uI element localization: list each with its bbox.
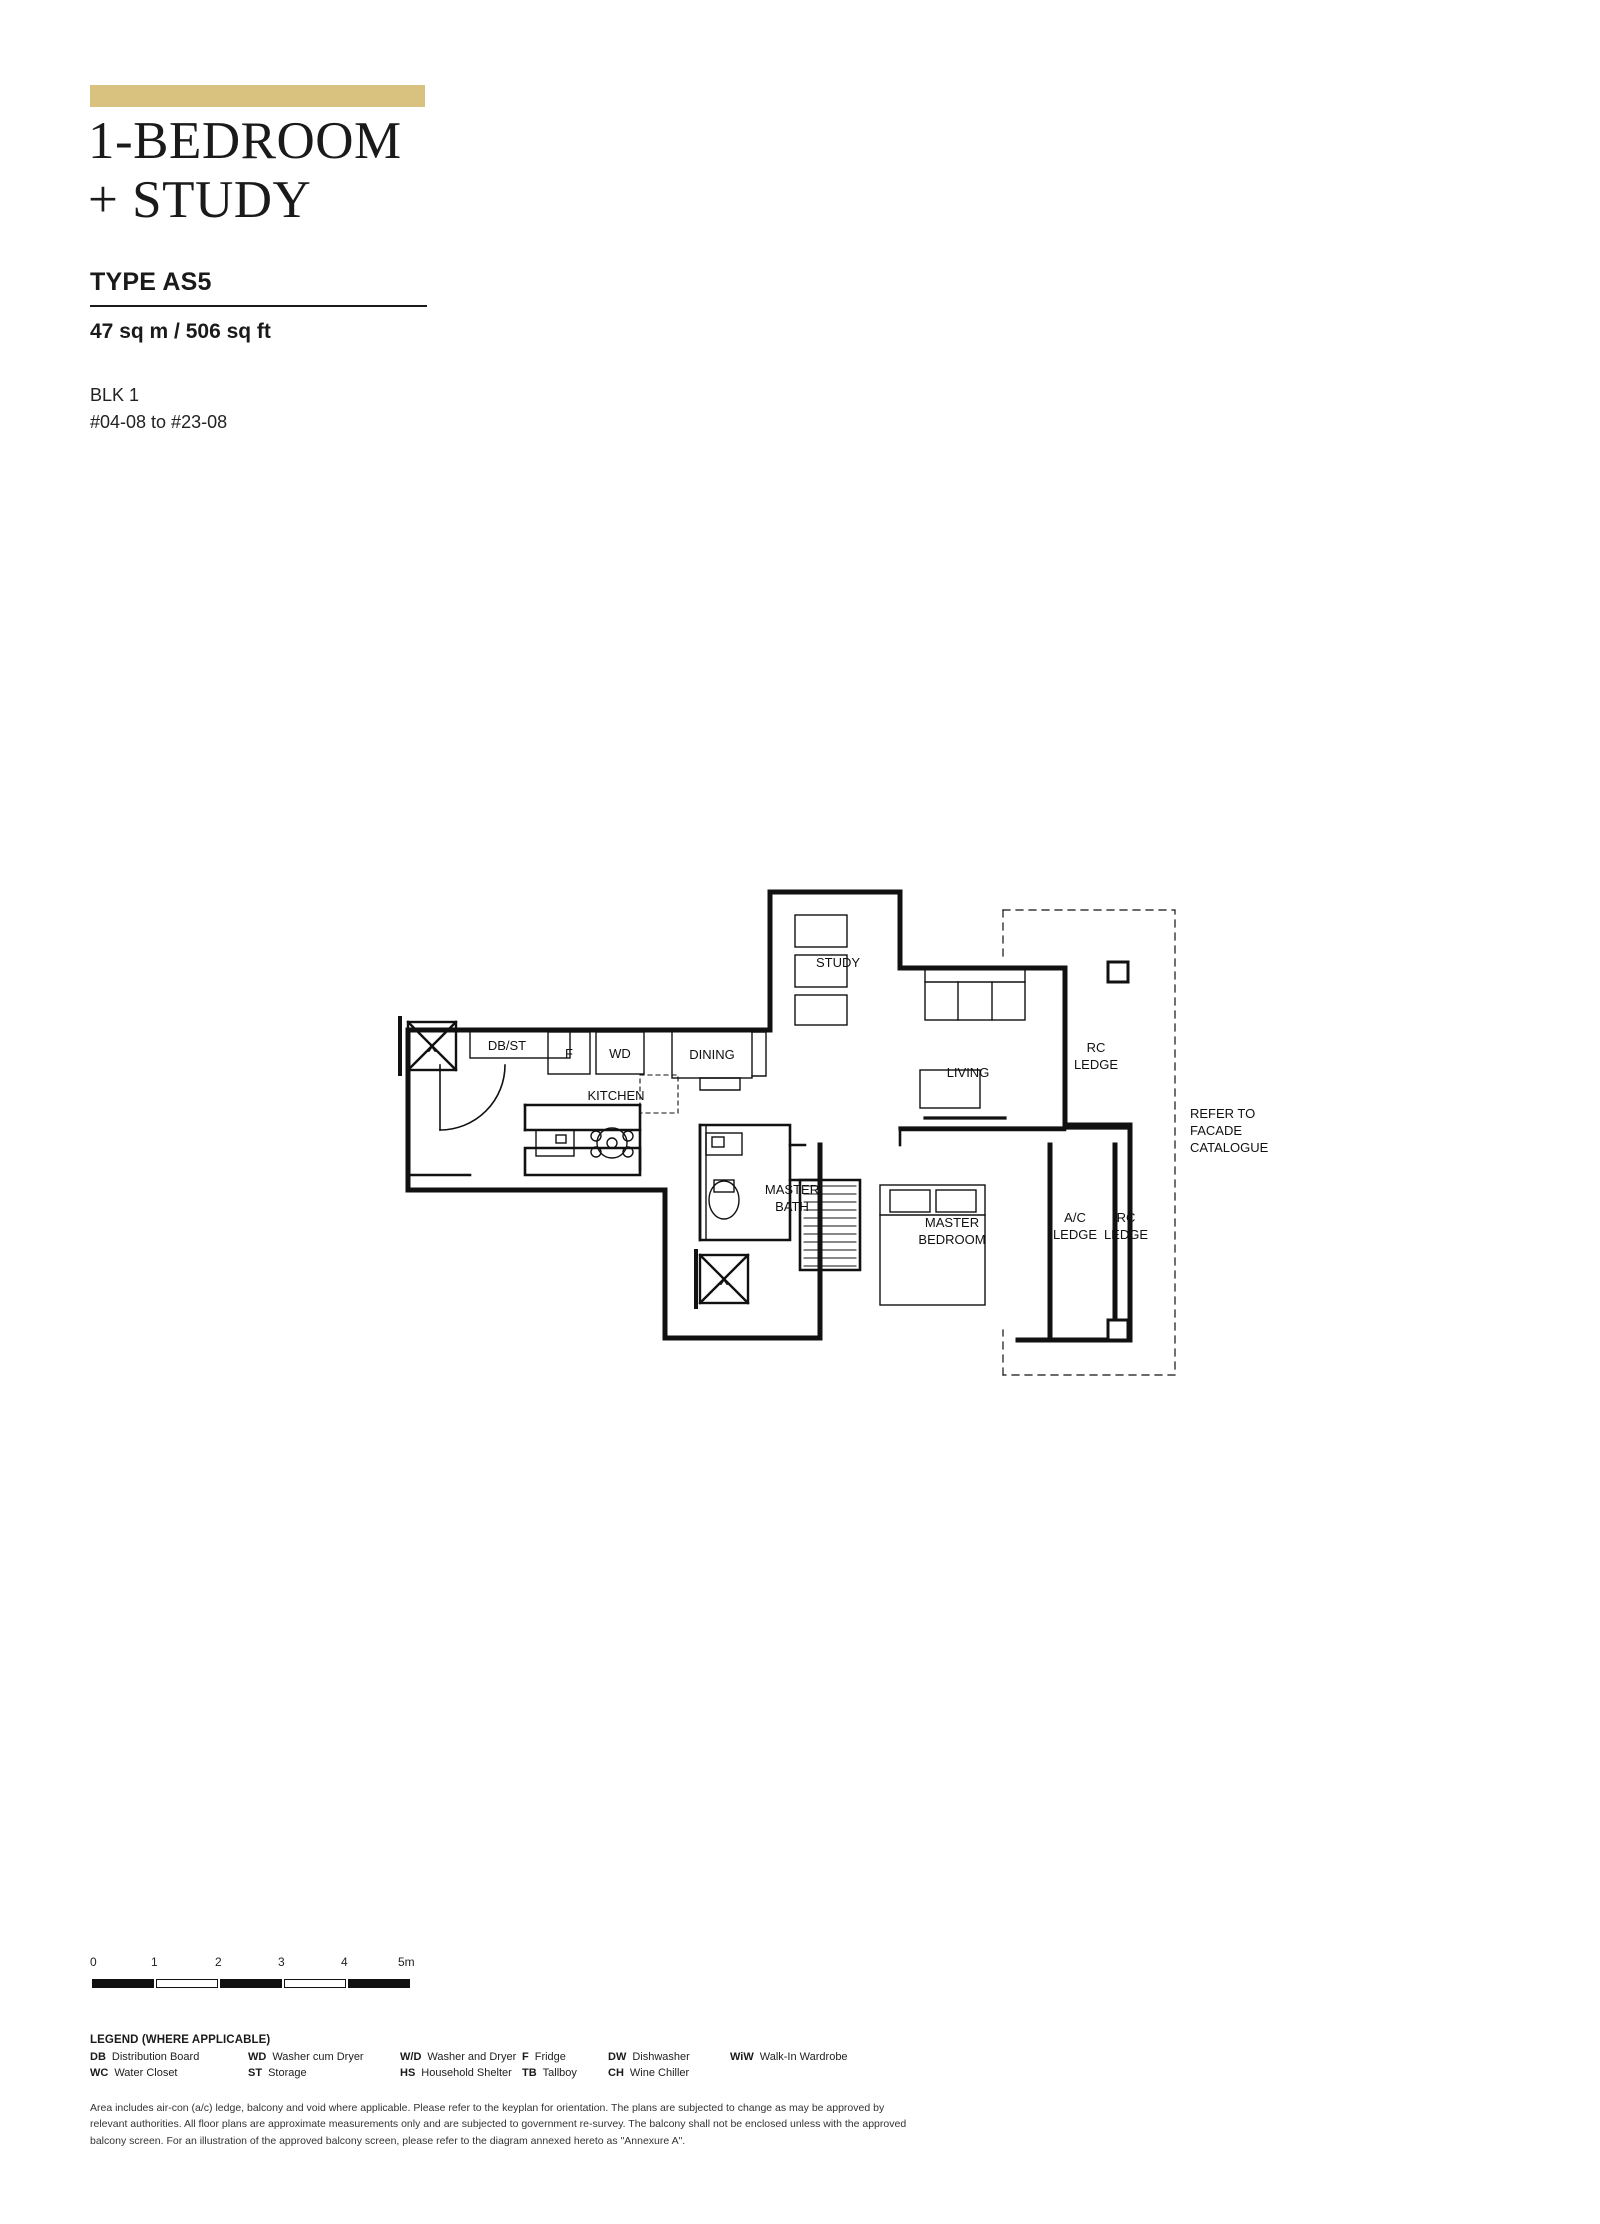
legend-row	[90, 2066, 890, 2082]
scale-tick-2: 2	[215, 1955, 222, 1969]
legend-desc: Water Closet	[114, 2066, 178, 2079]
legend-abbr: ST	[248, 2066, 263, 2079]
unit-type-label: TYPE AS5	[90, 268, 212, 296]
gold-accent-bar	[90, 85, 425, 107]
room-label-dining: DINING	[689, 1047, 735, 1062]
wardrobe-hatch	[804, 1186, 856, 1266]
facade-boundary-dashed	[1003, 910, 1175, 1375]
legend-abbr: DW	[608, 2051, 627, 2063]
legend-item-tb	[522, 2066, 608, 2082]
legend-abbr: F	[522, 2051, 529, 2063]
legend-abbr: WD	[248, 2051, 267, 2063]
room-label-rc-ledge-bottom-line2: LEDGE	[1103, 1227, 1149, 1242]
scale-tick-4: 4	[341, 1955, 348, 1969]
legend-desc: Dishwasher	[632, 2051, 690, 2063]
legend-abbr: WC	[90, 2066, 109, 2079]
scale-segment-3	[220, 1979, 282, 1988]
fridge-box	[548, 1032, 590, 1074]
legend-item-wd	[248, 2050, 400, 2066]
appliance-label-x-top: X	[427, 1040, 437, 1055]
type-divider	[90, 305, 427, 307]
legend-item-dw	[608, 2050, 730, 2066]
page-title	[88, 112, 688, 231]
scale-tick-5: 5m	[398, 1955, 415, 1969]
legend-desc: Distribution Board	[111, 2051, 200, 2063]
bedroom-furniture	[880, 1185, 985, 1305]
legend-abbr: TB	[522, 2066, 537, 2079]
legend-item-db	[90, 2050, 248, 2066]
living-furniture	[920, 968, 1025, 1108]
scale-tick-3: 3	[278, 1955, 285, 1969]
facade-note-line3: CATALOGUE	[1190, 1140, 1269, 1155]
legend-item-hs	[400, 2066, 522, 2082]
legend-abbr: CH	[608, 2066, 624, 2079]
disclaimer-text: Area includes air-con (a/c) ledge, balcony and void where applicable. Please refer to the keyplan for orientation. The plans are subjected to change as may be approved by relevant authorities. All floor plans are approximate measurements only and are subjected to government re-survey. The balcony shall not be enclosed unless with the approved balcony screen. For an illustration of the approved balcony screen, please refer to the diagram annexed hereto as "Annexure A".	[90, 2102, 907, 2147]
wd-box	[596, 1032, 644, 1074]
legend-abbr: W/D	[400, 2051, 422, 2063]
appliance-label-fridge: F	[565, 1046, 573, 1061]
room-label-kitchen: KITCHEN	[587, 1088, 645, 1103]
unit-range-label: #04-08 to #23-08	[90, 412, 228, 432]
block-label: BLK 1	[90, 385, 140, 405]
room-label-rc-ledge-top-line2: LEDGE	[1073, 1057, 1119, 1072]
scale-bar	[90, 1955, 420, 1995]
room-label-master-bedroom-line2: BEDROOM	[918, 1232, 986, 1247]
room-label-master-bath-line2: BATH	[775, 1199, 809, 1214]
legend-title: LEGEND (WHERE APPLICABLE)	[90, 2034, 271, 2046]
room-label-master-bedroom-line1: MASTER	[924, 1215, 980, 1230]
legend-desc: Fridge	[534, 2051, 566, 2063]
bathroom-fixtures	[706, 1125, 742, 1240]
legend-desc: Washer and Dryer	[427, 2051, 517, 2063]
facade-note-line1: REFER TO	[1190, 1106, 1256, 1121]
legend-abbr: DB	[90, 2051, 106, 2063]
legend-item-st	[248, 2066, 400, 2082]
legend-row	[90, 2050, 890, 2066]
room-label-rc-ledge-bottom-line1: RC	[1116, 1210, 1136, 1225]
room-label-master-bath-line1: MASTER	[764, 1182, 820, 1197]
legend-desc: Walk-In Wardrobe	[759, 2051, 848, 2063]
legend-desc: Tallboy	[542, 2066, 577, 2079]
entrance-door	[440, 1065, 505, 1130]
legend-item-w-d	[400, 2050, 522, 2066]
scale-segment-4	[284, 1979, 346, 1988]
scale-segment-1	[92, 1979, 154, 1988]
legend-desc: Storage	[268, 2066, 307, 2079]
legend-item-f	[522, 2050, 608, 2066]
page-title-line1: 1-BEDROOM	[88, 112, 402, 170]
legend-desc: Household Shelter	[421, 2066, 512, 2079]
legend-desc: Washer cum Dryer	[272, 2051, 364, 2063]
room-label-study: STUDY	[815, 955, 861, 970]
unit-area-label: 47 sq m / 506 sq ft	[90, 320, 271, 343]
kitchen-fixtures	[536, 1128, 633, 1158]
scale-segment-5	[348, 1979, 410, 1988]
legend-desc: Wine Chiller	[629, 2066, 690, 2079]
legend-grid	[90, 2050, 890, 2082]
x-riser-boxes	[408, 1022, 748, 1303]
scale-tick-1: 1	[151, 1955, 158, 1969]
legend-item-wiw	[730, 2050, 890, 2066]
block-units-info	[90, 382, 227, 436]
legend-abbr: WiW	[730, 2051, 754, 2063]
room-label-ac-ledge-line1: A/C	[1064, 1210, 1086, 1225]
study-furniture	[795, 915, 847, 1025]
legend-abbr: HS	[400, 2066, 416, 2079]
scale-tick-0: 0	[90, 1955, 97, 1969]
appliance-label-washer-dryer: WD	[609, 1046, 631, 1061]
room-label-ac-ledge-line2: LEDGE	[1052, 1227, 1098, 1242]
scale-segment-2	[156, 1979, 218, 1988]
dining-box	[672, 1030, 752, 1078]
legend-item-wc	[90, 2066, 248, 2082]
room-label-living: LIVING	[946, 1065, 990, 1080]
dbst-box	[470, 1030, 570, 1058]
page-title-line2: + STUDY	[88, 171, 312, 230]
legend-item-ch	[608, 2066, 730, 2082]
facade-note-line2: FACADE	[1190, 1123, 1243, 1138]
appliance-label-dbst: DB/ST	[487, 1038, 527, 1053]
appliance-label-x-bottom: X	[719, 1273, 729, 1288]
room-label-rc-ledge-top-line1: RC	[1086, 1040, 1106, 1055]
